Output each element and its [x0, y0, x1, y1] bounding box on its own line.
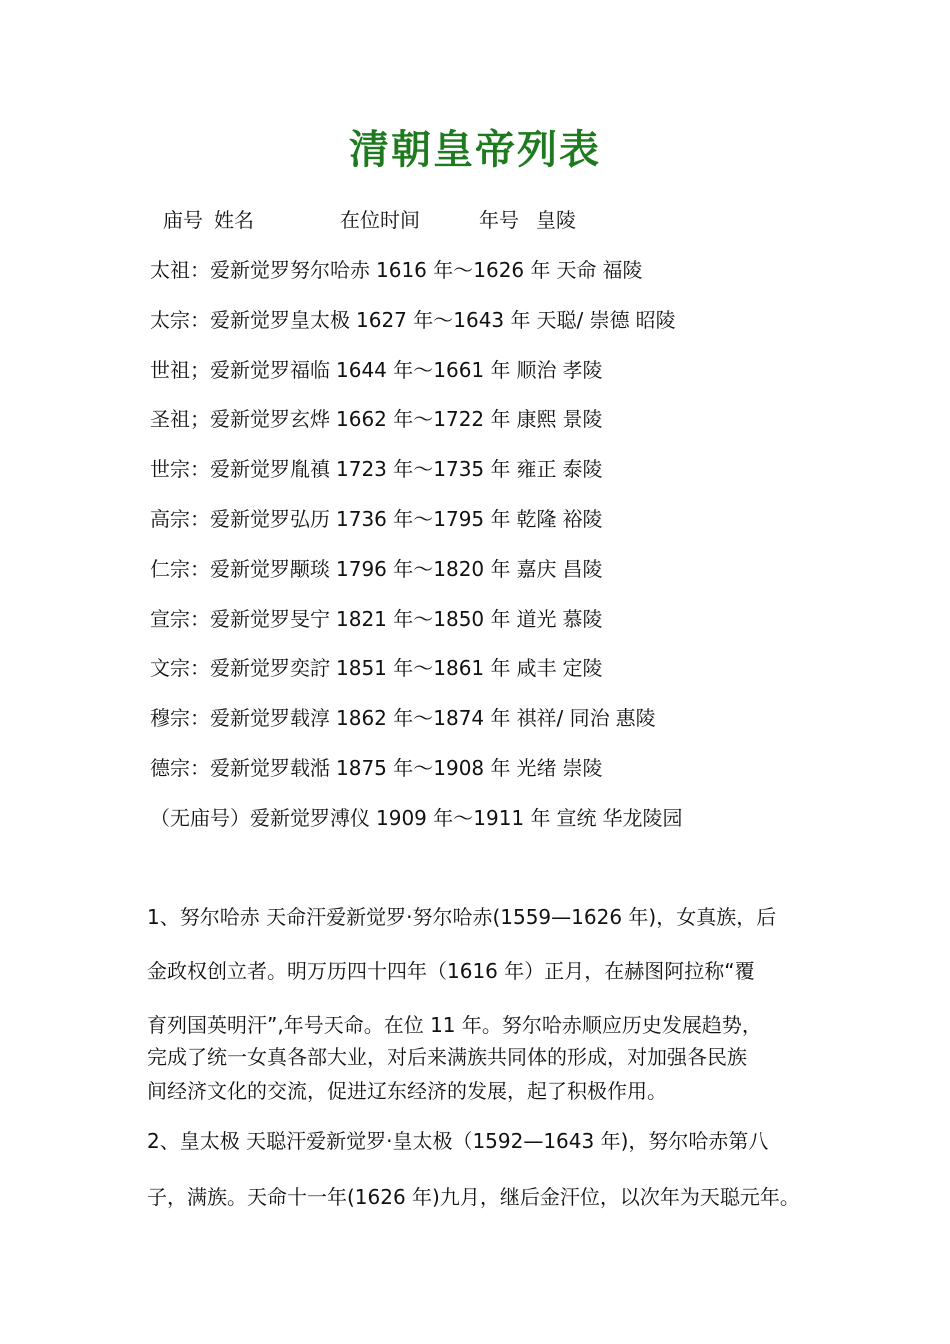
emperor-name: 爱新觉罗弘历	[210, 506, 330, 531]
reign-period: 1821 年～1850 年	[336, 606, 511, 631]
list-item	[150, 501, 910, 551]
temple-name: 世宗：	[150, 457, 210, 482]
bio-line: 育列国英明汗”,年号天命。在位 11 年。努尔哈赤顺应历史发展趋势，	[147, 1013, 762, 1037]
era-name: 乾隆	[516, 506, 557, 531]
temple-name: 高宗：	[150, 506, 210, 531]
era-name: 天命	[556, 258, 597, 282]
bio-line: 1、努尔哈赤 天命汗爱新觉罗·努尔哈赤(1559—1626 年)，女真族，后	[147, 905, 777, 929]
emperor-name: 爱新觉罗溥仪	[250, 805, 370, 830]
mausoleum: 福陵	[602, 258, 643, 282]
era-name: 道光	[516, 606, 557, 631]
mausoleum: 定陵	[562, 656, 603, 681]
era-name: 祺祥/ 同治	[516, 706, 610, 731]
mausoleum: 慕陵	[562, 606, 603, 631]
header-name: 姓名	[214, 208, 254, 232]
temple-name: 太宗：	[150, 307, 210, 332]
temple-name: （无庙号）	[150, 805, 250, 830]
mausoleum: 裕陵	[562, 506, 603, 531]
list-item	[150, 650, 910, 700]
era-name: 天聪/ 崇德	[536, 307, 630, 332]
temple-name: 德宗：	[150, 755, 210, 780]
temple-name: 文宗：	[150, 656, 210, 681]
bio-line: 完成了统一女真各部大业，对后来满族共同体的形成，对加强各民族	[147, 1045, 747, 1069]
reign-period: 1644 年～1661 年	[336, 357, 511, 382]
page-title: 清朝皇帝列表	[349, 126, 601, 173]
mausoleum: 昌陵	[562, 556, 603, 581]
reign-period: 1862 年～1874 年	[336, 706, 511, 731]
list-item	[150, 302, 910, 352]
emperor-name: 爱新觉罗载淳	[210, 706, 330, 731]
emperor-name: 爱新觉罗旻宁	[210, 606, 330, 631]
temple-name: 太祖：	[150, 258, 210, 282]
reign-period: 1627 年～1643 年	[356, 307, 531, 332]
reign-period: 1662 年～1722 年	[336, 407, 511, 432]
era-name: 顺治	[516, 357, 557, 382]
list-item	[150, 750, 910, 800]
reign-period: 1723 年～1735 年	[336, 457, 511, 482]
reign-period: 1909 年～1911 年	[376, 805, 551, 830]
header-temple-name: 庙号	[163, 208, 203, 232]
era-name: 康熙	[516, 407, 557, 432]
emperor-name: 爱新觉罗玄烨	[210, 407, 330, 432]
emperor-name: 爱新觉罗努尔哈赤	[210, 258, 370, 282]
bio-line: 间经济文化的交流，促进辽东经济的发展，起了积极作用。	[147, 1079, 667, 1103]
bio-paragraph-nurhaci	[147, 898, 827, 1122]
list-item	[150, 352, 910, 402]
mausoleum: 华龙陵园	[602, 805, 683, 830]
temple-name: 仁宗：	[150, 556, 210, 581]
mausoleum: 昭陵	[635, 307, 676, 332]
mausoleum: 孝陵	[562, 357, 603, 382]
reign-period: 1875 年～1908 年	[336, 755, 511, 780]
era-name: 嘉庆	[516, 556, 557, 581]
era-name: 宣统	[556, 805, 597, 830]
temple-name: 世祖；	[150, 357, 210, 382]
header-mausoleum: 皇陵	[536, 208, 576, 232]
emperor-list	[150, 252, 910, 850]
bio-line: 2、皇太极 天聪汗爱新觉罗·皇太极（1592—1643 年)，努尔哈赤第八	[147, 1129, 769, 1153]
era-name: 雍正	[516, 457, 557, 482]
reign-period: 1851 年～1861 年	[336, 656, 511, 681]
temple-name: 宣宗：	[150, 606, 210, 631]
list-item	[150, 800, 910, 850]
emperor-name: 爱新觉罗福临	[210, 357, 330, 382]
list-item	[150, 601, 910, 651]
emperor-name: 爱新觉罗奕詝	[210, 656, 330, 681]
emperor-name: 爱新觉罗载湉	[210, 755, 330, 780]
header-reign-time: 在位时间	[340, 208, 420, 232]
reign-period: 1736 年～1795 年	[336, 506, 511, 531]
temple-name: 穆宗：	[150, 706, 210, 731]
temple-name: 圣祖；	[150, 407, 210, 432]
biography-section	[147, 898, 827, 1218]
list-item	[150, 551, 910, 601]
bio-line: 子，满族。天命十一年(1626 年)九月，继后金汗位，以次年为天聪元年。	[147, 1185, 800, 1209]
emperor-name: 爱新觉罗皇太极	[210, 307, 350, 332]
reign-period: 1616 年～1626 年	[376, 258, 551, 282]
list-item	[150, 252, 910, 302]
mausoleum: 泰陵	[562, 457, 603, 482]
list-item	[150, 451, 910, 501]
emperor-name: 爱新觉罗颙琰	[210, 556, 330, 581]
list-item	[150, 401, 910, 451]
mausoleum: 崇陵	[562, 755, 603, 780]
bio-line: 金政权创立者。明万历四十四年（1616 年）正月，在赫图阿拉称“覆	[147, 959, 755, 983]
list-item	[150, 700, 910, 750]
header-era-name: 年号	[479, 208, 519, 232]
reign-period: 1796 年～1820 年	[336, 556, 511, 581]
bio-paragraph-hongtaiji	[147, 1122, 827, 1218]
table-header	[0, 204, 950, 236]
era-name: 咸丰	[516, 656, 557, 681]
mausoleum: 惠陵	[615, 706, 656, 731]
era-name: 光绪	[516, 755, 557, 780]
emperor-name: 爱新觉罗胤禛	[210, 457, 330, 482]
mausoleum: 景陵	[562, 407, 603, 432]
